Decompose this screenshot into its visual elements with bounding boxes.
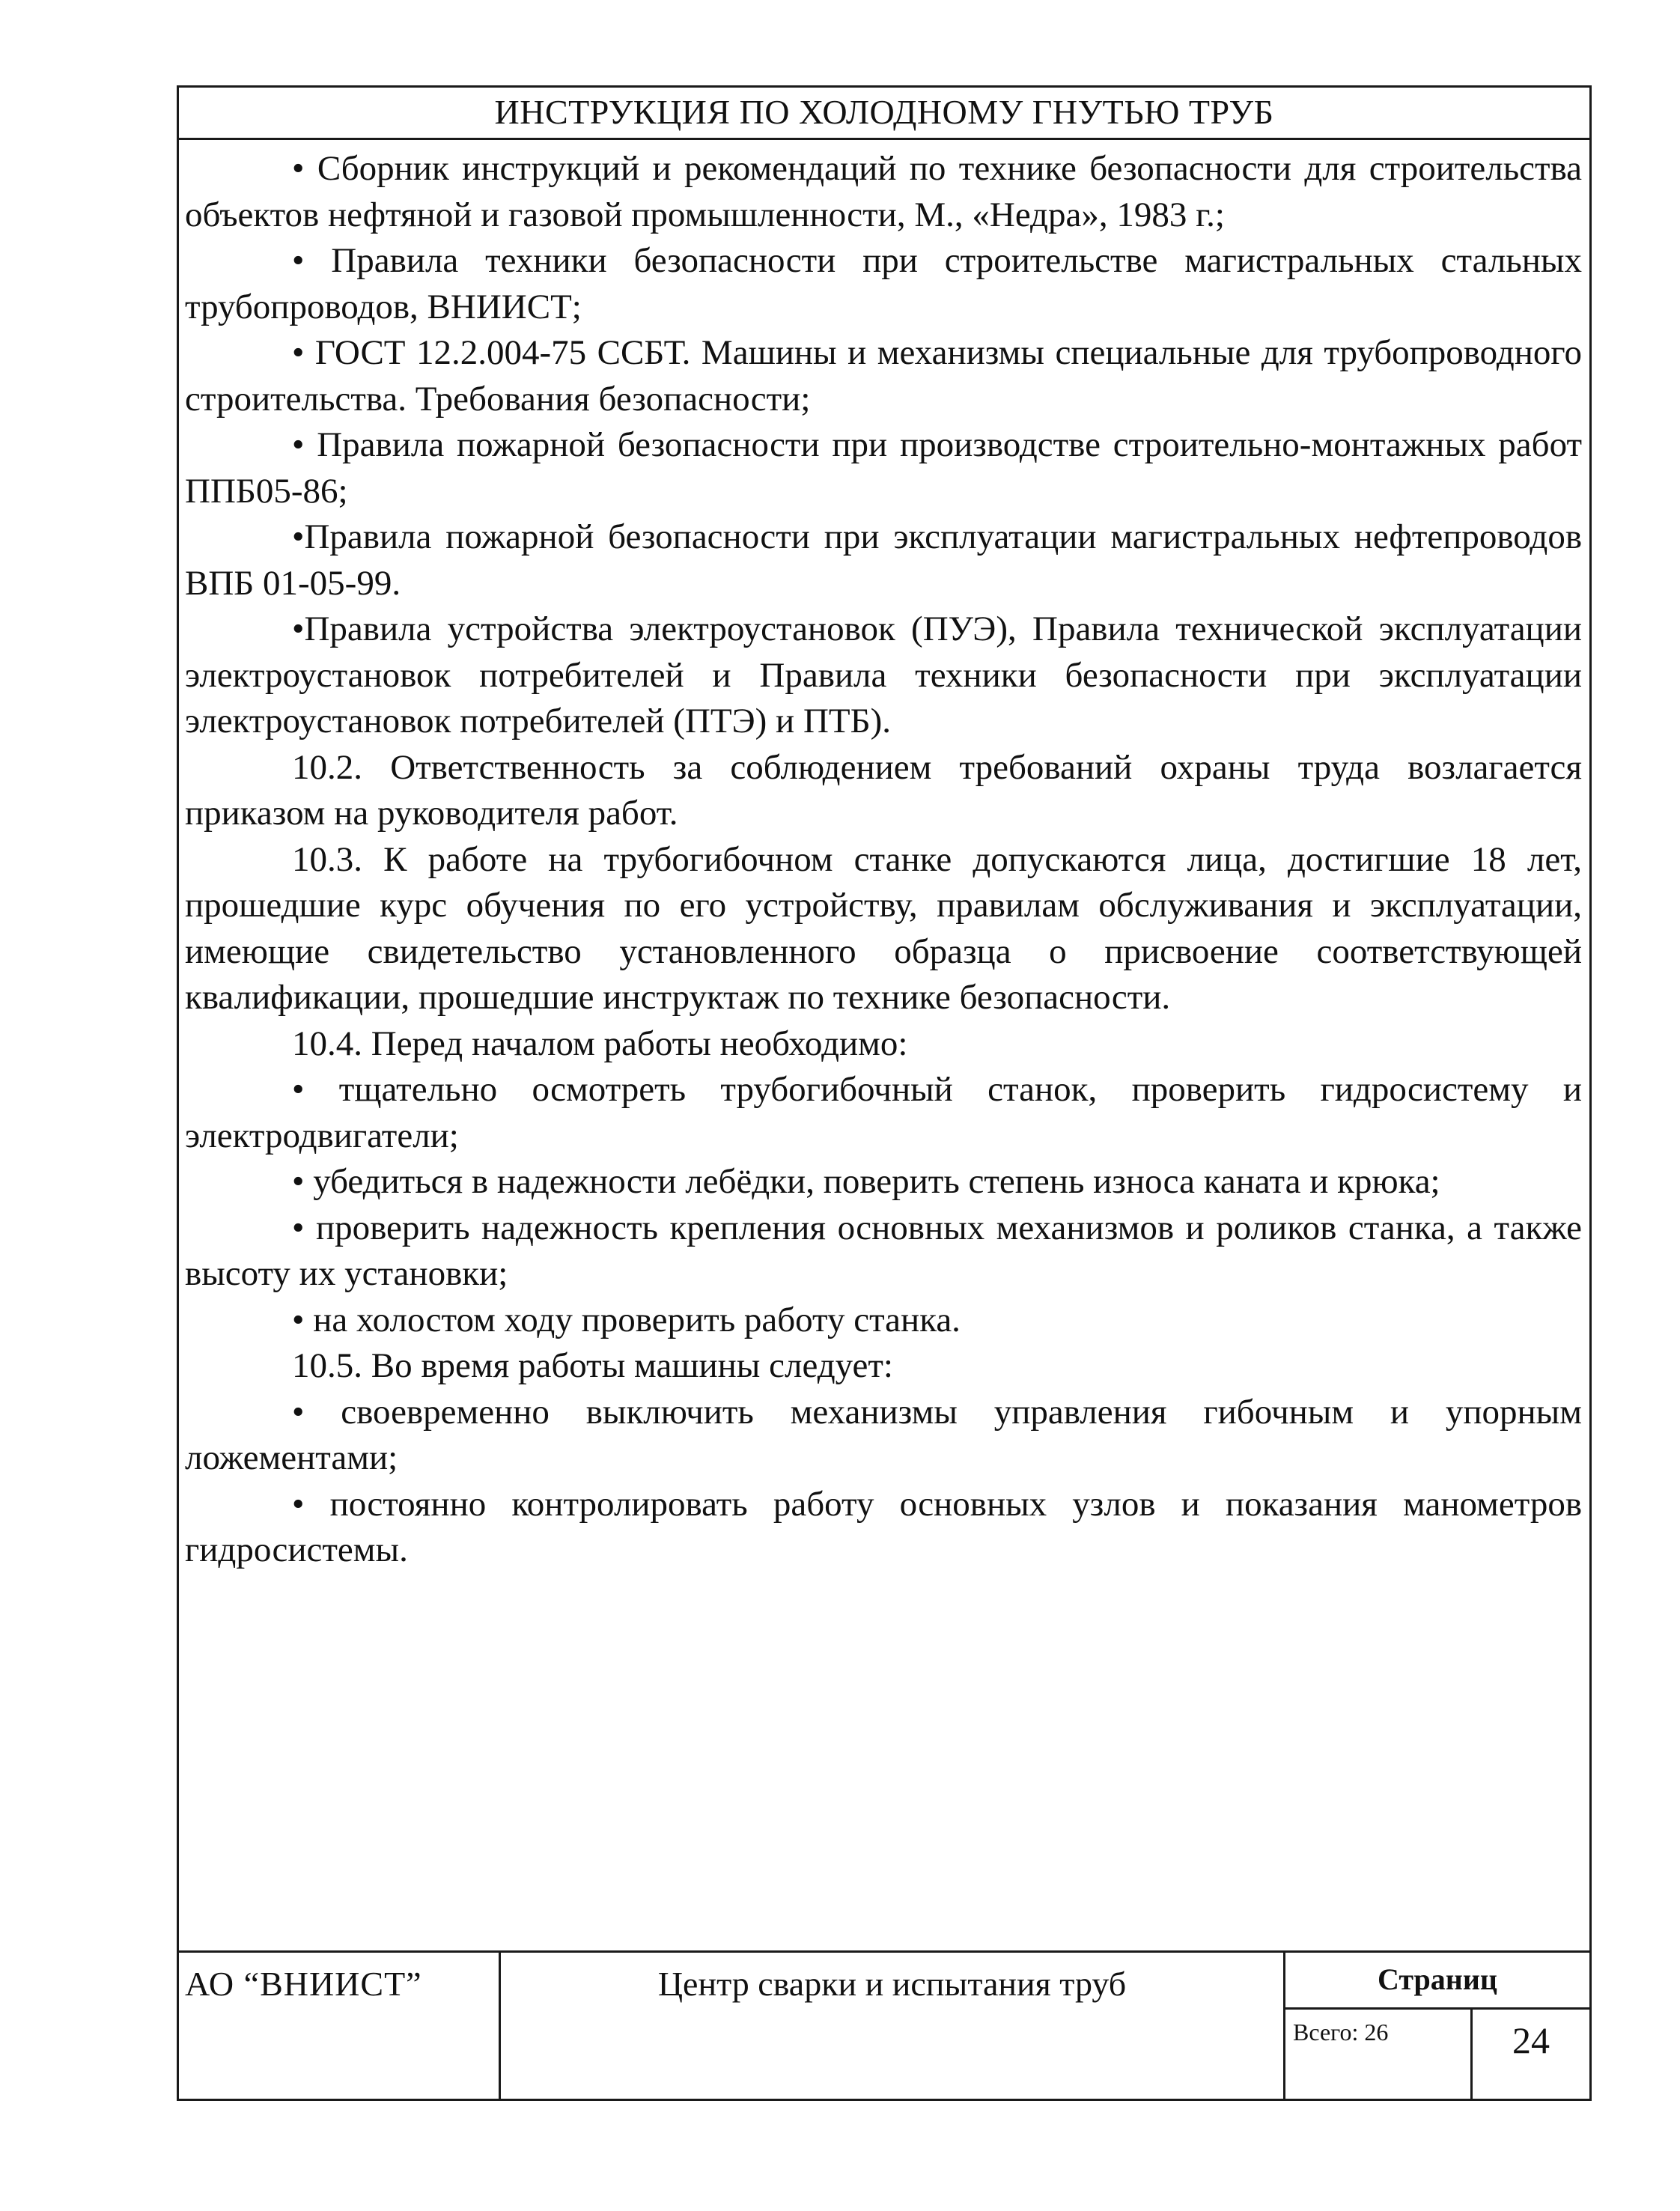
bullet-item: • постоянно контролировать работу основных узлов и показания манометров гидросистемы. bbox=[185, 1484, 1583, 1569]
organization-name: АО “ВНИИСТ” bbox=[179, 1953, 501, 2099]
pages-label: Страниц bbox=[1285, 1953, 1589, 2010]
current-page-number: 24 bbox=[1512, 2019, 1550, 2061]
bullet-item: • своевременно выключить механизмы управления гибочным и упорным ложементами; bbox=[185, 1392, 1582, 1477]
page-info bbox=[1285, 1953, 1589, 2099]
department-name: Центр сварки и испытания труб bbox=[501, 1953, 1285, 2099]
section-paragraph: 10.5. Во время работы машины следует: bbox=[292, 1346, 893, 1385]
bullet-item: • Правила пожарной безопасности при производстве строительно-монтажных работ ППБ05-86; bbox=[185, 425, 1582, 511]
bullet-item: • тщательно осмотреть трубогибочный станок, проверить гидросистему и электродвигатели; bbox=[185, 1070, 1583, 1155]
page-title: ИНСТРУКЦИЯ ПО ХОЛОДНОМУ ГНУТЬЮ ТРУБ bbox=[179, 88, 1589, 140]
section-paragraph: 10.4. Перед началом работы необходимо: bbox=[292, 1024, 908, 1063]
bullet-item: •Правила устройства электроустановок (ПУЭ), Правила технической эксплуатации электроустановок потребителей и Правила техники безопасности при эксплуатации электроустановок потребителей (ПТЭ) и ПТБ). bbox=[185, 609, 1583, 740]
bullet-item: • Сборник инструкций и рекомендаций по технике безопасности для строительства объектов нефтяной и газовой промышленности, М., «Недра», 1983 г.; bbox=[185, 149, 1583, 234]
bullet-item: • на холостом ходу проверить работу станка. bbox=[292, 1300, 961, 1339]
document-body bbox=[185, 146, 1582, 1574]
bullet-item: • ГОСТ 12.2.004-75 ССБТ. Машины и механизмы специальные для трубопроводного строительства. Требования безопасности; bbox=[185, 333, 1582, 419]
title-block bbox=[179, 1950, 1589, 2099]
document-frame bbox=[177, 85, 1592, 2101]
bullet-item: •Правила пожарной безопасности при эксплуатации магистральных нефтепроводов ВПБ 01-05-99. bbox=[185, 517, 1583, 603]
bullet-item: • убедиться в надежности лебёдки, поверить степень износа каната и крюка; bbox=[292, 1162, 1440, 1201]
section-paragraph: 10.2. Ответственность за соблюдением требований охраны труда возлагается приказом на руководителя работ. bbox=[185, 747, 1582, 833]
total-pages: Всего: 26 bbox=[1285, 2010, 1473, 2099]
section-paragraph: 10.3. К работе на трубогибочном станке допускаются лица, достигшие 18 лет, прошедшие курс обучения по его устройству, правилам обслуживания и эксплуатации, имеющие свидетельство установленного образца о присвоение соответствующей квалификации, прошедшие инструктаж по технике безопасности. bbox=[185, 839, 1582, 1017]
bullet-item: • Правила техники безопасности при строительстве магистральных стальных трубопроводов, ВНИИСТ; bbox=[185, 241, 1583, 326]
bullet-item: • проверить надежность крепления основных механизмов и роликов станка, а также высоту их установки; bbox=[185, 1208, 1583, 1293]
